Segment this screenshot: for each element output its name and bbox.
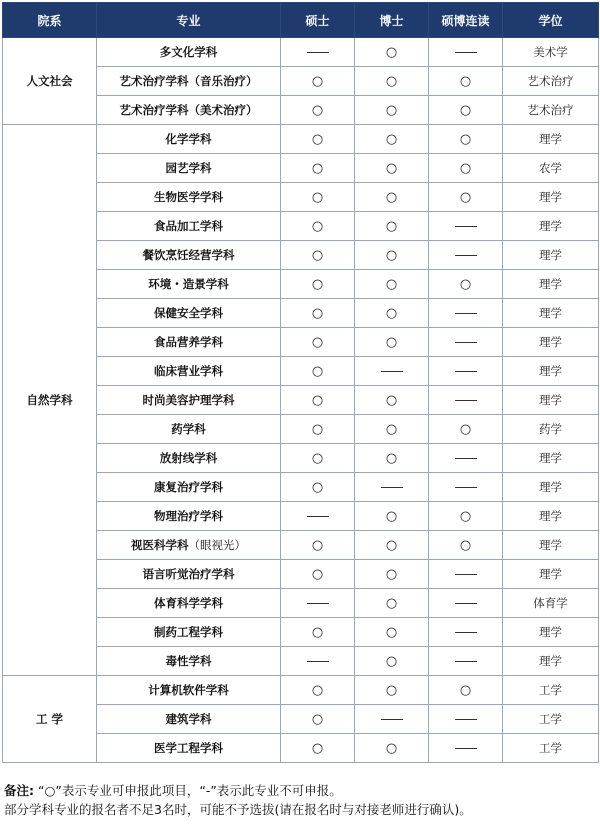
combined-cell [429,589,503,618]
major-name: 语言听觉治疗学科 [142,567,235,581]
available-mark-icon: ○ [311,480,324,495]
available-mark-icon: ○ [311,712,324,727]
available-mark-icon: ○ [311,306,324,321]
available-mark-icon: ○ [385,335,398,350]
major-cell [97,734,281,763]
unavailable-dash-icon [455,342,477,343]
header-doctor: 博士 [355,3,429,38]
available-mark-icon: ○ [311,74,324,89]
major-cell [97,618,281,647]
available-mark-icon: ○ [459,161,472,176]
doctor-cell [355,444,429,473]
major-cell [97,560,281,589]
degree-cell: 理学 [503,618,599,647]
available-mark-icon: ○ [385,625,398,640]
available-mark-icon: ○ [459,422,472,437]
combined-cell [429,38,503,67]
unavailable-dash-icon [455,748,477,749]
available-mark-icon: ○ [311,190,324,205]
doctor-cell [355,183,429,212]
header-major: 专业 [97,3,281,38]
degree-cell: 理学 [503,241,599,270]
available-mark-icon: ○ [459,538,472,553]
combined-cell [429,328,503,357]
combined-cell [429,502,503,531]
available-mark-icon: ○ [459,132,472,147]
degree-cell: 艺术治疗 [503,96,599,125]
available-mark-icon: ○ [385,393,398,408]
master-cell [281,183,355,212]
degree-cell: 工学 [503,705,599,734]
table-row [3,125,599,154]
available-mark-icon: ○ [385,161,398,176]
unavailable-dash-icon [455,632,477,633]
available-mark-icon: ○ [385,132,398,147]
doctor-cell [355,270,429,299]
major-cell [97,531,281,560]
combined-cell [429,67,503,96]
combined-cell [429,183,503,212]
degree-cell: 体育学 [503,589,599,618]
unavailable-dash-icon [307,52,329,53]
degree-cell: 理学 [503,125,599,154]
available-mark-icon: ○ [311,741,324,756]
available-mark-icon: ○ [459,190,472,205]
major-name: 餐饮烹饪经营学科 [142,248,235,262]
degree-cell: 工学 [503,676,599,705]
doctor-cell [355,241,429,270]
header-row [3,3,599,38]
master-cell [281,96,355,125]
master-cell [281,560,355,589]
doctor-cell [355,473,429,502]
available-mark-icon: ○ [385,74,398,89]
master-cell [281,473,355,502]
doctor-cell [355,38,429,67]
available-mark-icon: ○ [311,335,324,350]
notes-label: 备注: [4,783,34,798]
unavailable-dash-icon [381,371,403,372]
master-cell [281,531,355,560]
doctor-cell [355,502,429,531]
unavailable-dash-icon [307,603,329,604]
available-mark-icon: ○ [385,219,398,234]
major-name: 毒性学科 [165,654,212,668]
doctor-cell [355,328,429,357]
table-row [3,38,599,67]
college-cell: 自然学科 [3,125,97,676]
available-mark-icon: ○ [385,451,398,466]
available-mark-icon: ○ [385,190,398,205]
master-cell [281,125,355,154]
doctor-cell [355,676,429,705]
available-mark-icon: ○ [385,248,398,263]
degree-cell: 药学 [503,415,599,444]
major-cell [97,676,281,705]
unavailable-dash-icon [455,400,477,401]
major-name: 药学科 [171,422,206,436]
unavailable-dash-icon [455,574,477,575]
available-mark-icon: ○ [311,103,324,118]
master-cell [281,38,355,67]
degree-cell: 理学 [503,531,599,560]
combined-cell [429,473,503,502]
doctor-cell [355,531,429,560]
header-master: 硕士 [281,3,355,38]
major-name: 时尚美容护理学科 [142,393,235,407]
master-cell [281,299,355,328]
degree-cell: 美术学 [503,38,599,67]
doctor-cell [355,357,429,386]
unavailable-dash-icon [455,371,477,372]
major-name: 物理治疗学科 [154,509,223,523]
combined-cell [429,415,503,444]
unavailable-dash-icon [455,603,477,604]
table-row [3,676,599,705]
combined-cell [429,96,503,125]
combined-cell [429,299,503,328]
major-cell [97,415,281,444]
available-mark-icon: ○ [385,277,398,292]
combined-cell [429,125,503,154]
available-mark-icon: ○ [385,596,398,611]
degree-cell: 理学 [503,357,599,386]
combined-cell [429,241,503,270]
combined-cell [429,676,503,705]
major-name: 食品加工学科 [154,219,223,233]
major-cell [97,589,281,618]
degree-cell: 理学 [503,386,599,415]
degree-cell: 理学 [503,502,599,531]
degree-cell: 理学 [503,473,599,502]
notes-line-2: 部分学科专业的报名者不足3名时，可能不予选拔(请在报名时与对接老师进行确认)。 [4,802,472,817]
major-name: 视医科学科 [131,538,189,552]
major-cell [97,241,281,270]
major-cell [97,270,281,299]
unavailable-dash-icon [455,52,477,53]
major-name: 多文化学科 [159,45,218,59]
master-cell [281,415,355,444]
major-cell [97,299,281,328]
available-mark-icon: ○ [311,248,324,263]
degree-cell: 理学 [503,444,599,473]
doctor-cell [355,386,429,415]
degree-cell: 理学 [503,560,599,589]
major-name: 建筑学科 [165,712,212,726]
unavailable-dash-icon [455,661,477,662]
combined-cell [429,270,503,299]
major-name: 放射线学科 [159,451,218,465]
master-cell [281,618,355,647]
doctor-cell [355,647,429,676]
notes-text-1: “○”表示专业可申报此项目，“-”表示此专业不可申报。 [37,783,342,798]
major-name: 康复治疗学科 [154,480,223,494]
master-cell [281,676,355,705]
notes [4,781,598,819]
combined-cell [429,618,503,647]
master-cell [281,67,355,96]
degree-cell: 理学 [503,212,599,241]
available-mark-icon: ○ [385,45,398,60]
major-cell [97,328,281,357]
doctor-cell [355,734,429,763]
available-mark-icon: ○ [459,74,472,89]
major-name: 化学学科 [165,132,212,146]
master-cell [281,154,355,183]
major-cell [97,96,281,125]
master-cell [281,705,355,734]
available-mark-icon: ○ [385,538,398,553]
doctor-cell [355,125,429,154]
major-name: 体育科学学科 [154,596,223,610]
unavailable-dash-icon [381,719,403,720]
master-cell [281,386,355,415]
master-cell [281,647,355,676]
table-body [3,38,599,763]
combined-cell [429,386,503,415]
doctor-cell [355,67,429,96]
doctor-cell [355,212,429,241]
combined-cell [429,212,503,241]
master-cell [281,589,355,618]
combined-cell [429,647,503,676]
degree-cell: 理学 [503,328,599,357]
doctor-cell [355,705,429,734]
major-name: 制药工程学科 [154,625,223,639]
available-mark-icon: ○ [311,683,324,698]
major-cell [97,473,281,502]
header-degree: 学位 [503,3,599,38]
available-mark-icon: ○ [311,393,324,408]
master-cell [281,241,355,270]
master-cell [281,328,355,357]
unavailable-dash-icon [455,458,477,459]
available-mark-icon: ○ [311,219,324,234]
program-table [2,2,599,763]
available-mark-icon: ○ [311,567,324,582]
major-cell [97,38,281,67]
available-mark-icon: ○ [459,103,472,118]
degree-cell: 农学 [503,154,599,183]
combined-cell [429,357,503,386]
available-mark-icon: ○ [459,509,472,524]
unavailable-dash-icon [381,487,403,488]
degree-cell: 理学 [503,183,599,212]
master-cell [281,270,355,299]
major-name: 环境・造景学科 [148,277,229,291]
available-mark-icon: ○ [385,741,398,756]
major-cell [97,154,281,183]
major-cell [97,502,281,531]
available-mark-icon: ○ [385,567,398,582]
major-cell [97,67,281,96]
available-mark-icon: ○ [311,451,324,466]
doctor-cell [355,415,429,444]
available-mark-icon: ○ [385,103,398,118]
available-mark-icon: ○ [311,132,324,147]
degree-cell: 理学 [503,299,599,328]
combined-cell [429,705,503,734]
unavailable-dash-icon [455,487,477,488]
doctor-cell [355,560,429,589]
doctor-cell [355,589,429,618]
doctor-cell [355,618,429,647]
available-mark-icon: ○ [311,422,324,437]
master-cell [281,212,355,241]
major-cell [97,647,281,676]
available-mark-icon: ○ [385,683,398,698]
major-name: 计算机软件学科 [148,683,229,697]
major-cell [97,125,281,154]
available-mark-icon: ○ [385,509,398,524]
available-mark-icon: ○ [459,277,472,292]
major-name: 医学工程学科 [154,741,223,755]
available-mark-icon: ○ [385,306,398,321]
degree-cell: 艺术治疗 [503,67,599,96]
unavailable-dash-icon [307,516,329,517]
available-mark-icon: ○ [385,654,398,669]
available-mark-icon: ○ [311,161,324,176]
major-note: （眼视光） [188,538,246,552]
college-cell: 工 学 [3,676,97,763]
combined-cell [429,734,503,763]
degree-cell: 理学 [503,270,599,299]
doctor-cell [355,96,429,125]
major-cell [97,183,281,212]
notes-line-1 [4,781,598,800]
combined-cell [429,560,503,589]
available-mark-icon: ○ [459,683,472,698]
master-cell [281,357,355,386]
combined-cell [429,154,503,183]
major-name: 临床营业学科 [154,364,223,378]
college-cell: 人文社会 [3,38,97,125]
major-cell [97,705,281,734]
major-cell [97,212,281,241]
header-college: 院系 [3,3,97,38]
unavailable-dash-icon [455,313,477,314]
combined-cell [429,531,503,560]
available-mark-icon: ○ [311,538,324,553]
available-mark-icon: ○ [311,625,324,640]
unavailable-dash-icon [455,719,477,720]
unavailable-dash-icon [307,661,329,662]
master-cell [281,734,355,763]
available-mark-icon: ○ [385,422,398,437]
major-cell [97,357,281,386]
major-name: 艺术治疗学科（音乐治疗） [119,74,258,88]
major-name: 生物医学学科 [154,190,223,204]
unavailable-dash-icon [455,226,477,227]
header-combined: 硕博连读 [429,3,503,38]
unavailable-dash-icon [455,255,477,256]
available-mark-icon: ○ [311,277,324,292]
doctor-cell [355,299,429,328]
major-name: 园艺学科 [165,161,212,175]
master-cell [281,444,355,473]
major-name: 艺术治疗学科（美术治疗） [119,103,258,117]
degree-cell: 理学 [503,647,599,676]
major-name: 保健安全学科 [154,306,223,320]
major-name: 食品营养学科 [154,335,223,349]
combined-cell [429,444,503,473]
degree-cell: 工学 [503,734,599,763]
doctor-cell [355,154,429,183]
available-mark-icon: ○ [311,364,324,379]
major-cell [97,386,281,415]
master-cell [281,502,355,531]
major-cell [97,444,281,473]
